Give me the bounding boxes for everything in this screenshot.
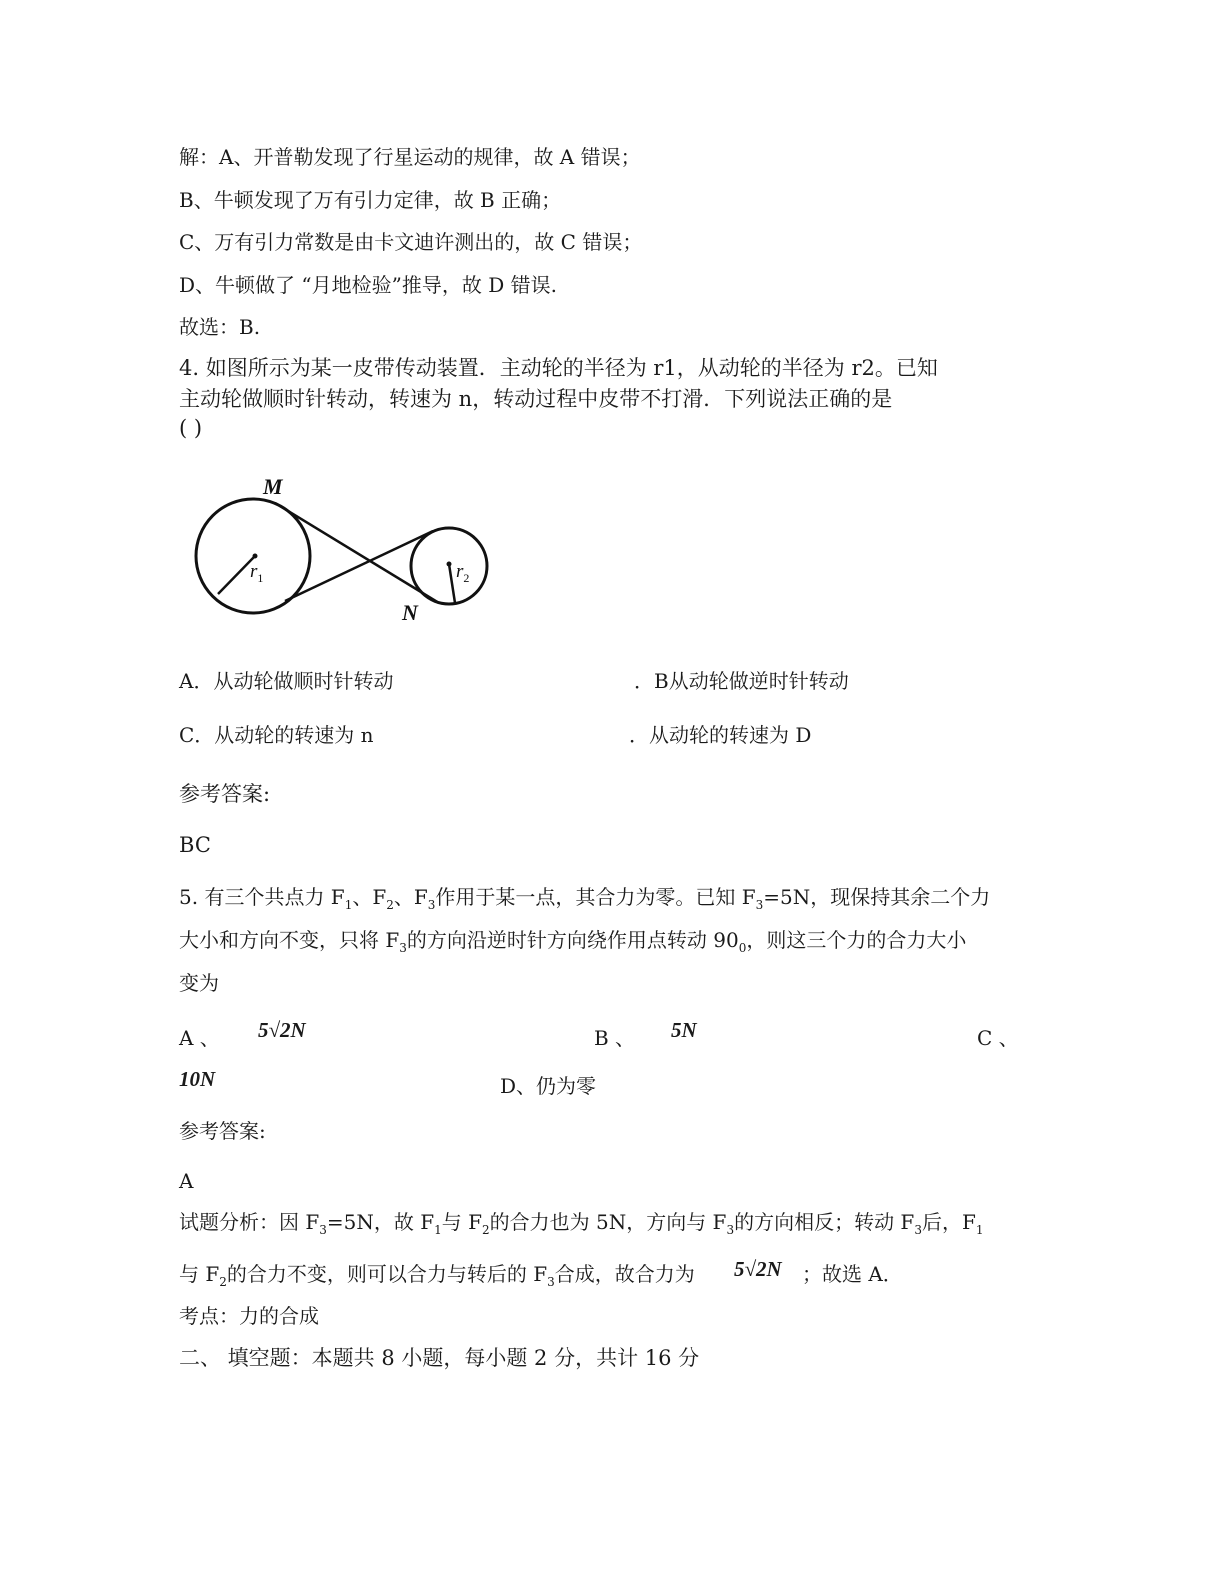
solution-line-4: D、牛顿做了 “月地检验”推导，故 D 错误. xyxy=(179,273,557,297)
belt-drive-diagram xyxy=(190,470,510,630)
q5-analysis-line-1: 试题分析：因 $F_3=5N$，故 $F_1$与 $F_2$的合力也为 5N，方向与 $F_3$的方向相反；转动 $F_3$后，$F_1$ xyxy=(179,1210,984,1237)
solution-line-5: 故选：B. xyxy=(179,315,261,339)
q5-knowledge-point: 考点：力的合成 xyxy=(179,1304,319,1328)
q5-option-a-label: A 、 xyxy=(179,1026,220,1050)
q5-option-b-math: 5N xyxy=(671,1018,697,1042)
q5-option-d: D、仍为零 xyxy=(500,1074,597,1098)
q5-option-c-math: 10N xyxy=(179,1067,216,1091)
q5-stem-line-1: 5. 有三个共点力 $F_1$、$F_2$、$F_3$作用于某一点，其合力为零。已知 $F_3=5N$，现保持其余二个力 xyxy=(179,885,991,912)
label-r2: $r_2$ xyxy=(456,561,470,585)
q5-stem-line-2: 大小和方向不变，只将 $F_3$的方向沿逆时针方向绕作用点转动 $90_0$，则这三个力的合力大小 xyxy=(179,928,967,955)
label-N: N xyxy=(402,600,418,625)
q5-option-a-math: 5√2N xyxy=(258,1018,306,1042)
q4-answer: BC xyxy=(179,833,211,857)
q5-analysis-conclusion: ；故选 A． xyxy=(802,1262,903,1286)
q5-analysis-math: 5√2N xyxy=(734,1257,782,1281)
q4-stem-line-2: 主动轮做顺时针转动，转速为 n，转动过程中皮带不打滑．下列说法正确的是 xyxy=(179,387,893,411)
q5-answer: A xyxy=(179,1169,194,1193)
q5-option-b-label: B 、 xyxy=(594,1026,636,1050)
q4-answer-label: 参考答案: xyxy=(179,782,271,806)
section-heading-fill-in: 二、 填空题：本题共 8 小题，每小题 2 分，共计 16 分 xyxy=(179,1346,700,1370)
q5-option-c-label: C 、 xyxy=(977,1026,1019,1050)
q4-option-b: ．B从动轮做逆时针转动 xyxy=(634,669,849,693)
q5-stem-line-3: 变为 xyxy=(179,971,219,995)
label-r1: $r_1$ xyxy=(250,561,264,585)
solution-line-3: C、万有引力常数是由卡文迪许测出的，故 C 错误； xyxy=(179,230,643,254)
q5-answer-label: 参考答案: xyxy=(179,1119,266,1143)
label-M: M xyxy=(263,474,283,499)
q4-option-a: A．从动轮做顺时针转动 xyxy=(179,669,394,693)
q5-analysis-line-2: 与 $F_2$的合力不变，则可以合力与转后的 $F_3$合成，故合力为 xyxy=(179,1262,695,1289)
q4-option-c: C．从动轮的转速为 n xyxy=(179,723,374,747)
q4-stem-line-3: ( ) xyxy=(179,416,203,440)
solution-line-2: B、牛顿发现了万有引力定律，故 B 正确； xyxy=(179,188,562,212)
radius-line xyxy=(449,564,455,603)
q4-option-d: ．从动轮的转速为 D xyxy=(629,723,812,747)
solution-line-1: 解：A、开普勒发现了行星运动的规律，故 A 错误； xyxy=(179,145,641,169)
q4-stem-line-1: 4. 如图所示为某一皮带传动装置．主动轮的半径为 r1，从动轮的半径为 r2。已知 xyxy=(179,356,938,380)
